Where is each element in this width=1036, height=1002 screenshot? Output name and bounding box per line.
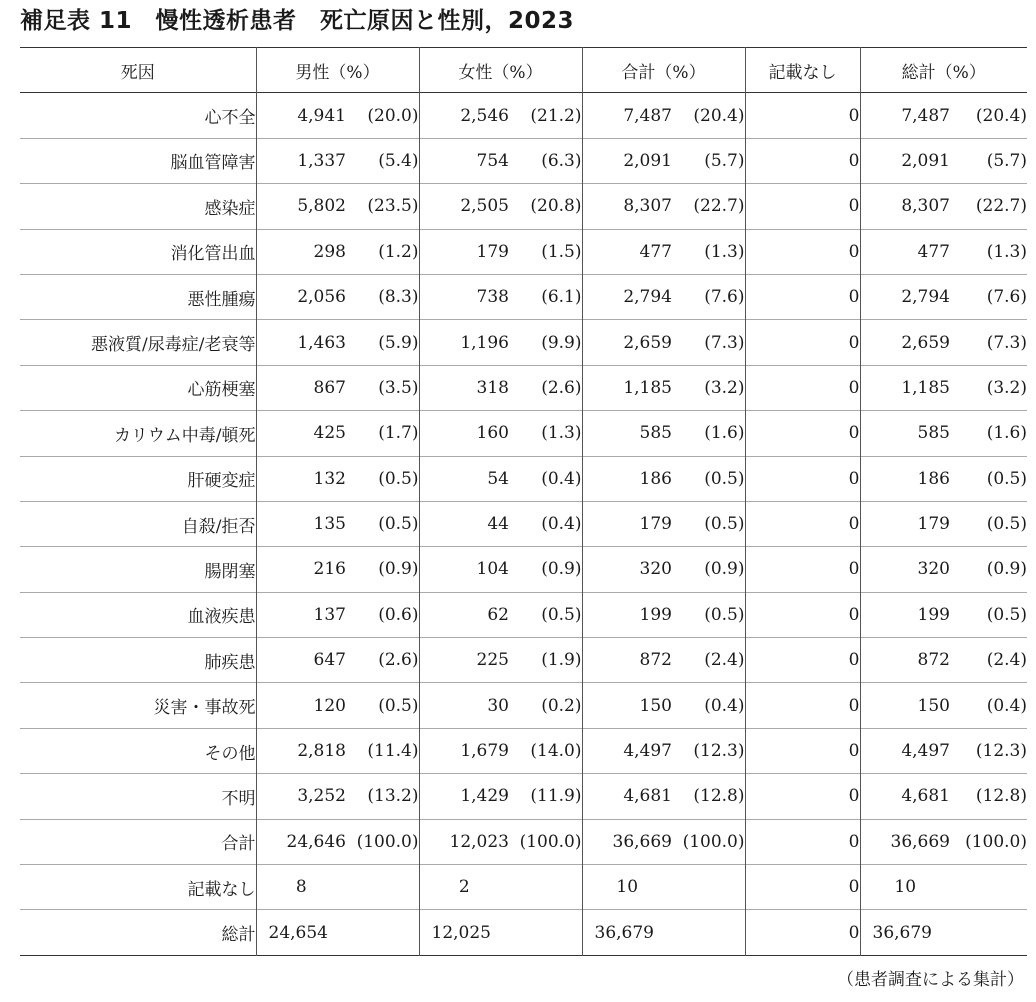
grand-percent-cell: (7.3) bbox=[986, 332, 1027, 353]
cause-cell: 悪液質/尿毒症/老衰等 bbox=[91, 335, 256, 356]
table-row bbox=[20, 910, 1027, 955]
cause-cell: 合計 bbox=[221, 834, 256, 855]
grand-percent-cell: (2.4) bbox=[986, 650, 1027, 671]
male-count-cell: 867 bbox=[256, 365, 346, 410]
female-count-cell: 2,505 bbox=[419, 184, 509, 229]
female-percent-cell: (0.2) bbox=[541, 695, 582, 716]
female-percent-cell: (9.9) bbox=[541, 332, 582, 353]
female-percent-cell: (0.4) bbox=[541, 468, 582, 489]
male-percent-cell: (0.9) bbox=[378, 559, 419, 580]
cause-cell: 総計 bbox=[221, 925, 256, 946]
female-percent-cell: (21.2) bbox=[530, 105, 582, 126]
total-percent-cell: (2.4) bbox=[704, 650, 745, 671]
table-row bbox=[20, 728, 1027, 773]
female-percent-cell: (6.3) bbox=[541, 150, 582, 171]
male-count-cell: 425 bbox=[256, 411, 346, 456]
grand-count-cell: 8,307 bbox=[860, 184, 950, 229]
unrecorded-cell: 0 bbox=[745, 638, 860, 683]
unrecorded-cell: 0 bbox=[745, 683, 860, 728]
unrecorded-cell: 0 bbox=[745, 728, 860, 773]
male-percent-cell: (8.3) bbox=[378, 287, 419, 308]
grand-percent-cell: (12.8) bbox=[975, 786, 1027, 807]
total-percent-cell: (12.8) bbox=[693, 786, 745, 807]
header-cause: 死因 bbox=[120, 62, 155, 83]
total-count-cell: 8,307 bbox=[582, 184, 672, 229]
total-percent-cell: (3.2) bbox=[704, 377, 745, 398]
death-cause-table bbox=[20, 47, 1027, 956]
total-count-cell: 186 bbox=[582, 456, 672, 501]
grand-percent-cell: (7.6) bbox=[986, 287, 1027, 308]
male-percent-cell: (2.6) bbox=[378, 650, 419, 671]
male-count-cell: 120 bbox=[256, 683, 346, 728]
total-percent-cell: (1.6) bbox=[704, 423, 745, 444]
grand-count-cell: 186 bbox=[860, 456, 950, 501]
unrecorded-cell: 0 bbox=[745, 592, 860, 637]
unrecorded-cell: 0 bbox=[745, 774, 860, 819]
table-row bbox=[20, 184, 1027, 229]
grand-count-cell: 2,794 bbox=[860, 274, 950, 319]
table-row bbox=[20, 819, 1027, 864]
female-percent-cell: (100.0) bbox=[519, 831, 582, 852]
female-count-cell: 44 bbox=[419, 501, 509, 546]
unrecorded-cell: 0 bbox=[745, 365, 860, 410]
footnote: （患者調査による集計） bbox=[837, 970, 1024, 990]
grand-percent-cell: (12.3) bbox=[975, 741, 1027, 762]
male-count-cell: 647 bbox=[256, 638, 346, 683]
male-percent-cell: (1.2) bbox=[378, 241, 419, 262]
male-percent-cell: (5.4) bbox=[378, 150, 419, 171]
header-grand-total: 総計（%） bbox=[860, 48, 1027, 93]
unrecorded-cell: 0 bbox=[745, 138, 860, 183]
total-count-cell: 10 bbox=[582, 865, 672, 910]
header-male: 男性（%） bbox=[256, 48, 419, 93]
female-percent-cell: (0.5) bbox=[541, 604, 582, 625]
total-count-cell: 1,185 bbox=[582, 365, 672, 410]
grand-percent-cell: (0.5) bbox=[986, 604, 1027, 625]
total-count-cell: 4,497 bbox=[582, 728, 672, 773]
grand-percent-cell: (0.5) bbox=[986, 468, 1027, 489]
female-count-cell: 754 bbox=[419, 138, 509, 183]
total-percent-cell: (0.9) bbox=[704, 559, 745, 580]
grand-percent-cell bbox=[950, 910, 1027, 955]
grand-percent-cell: (0.4) bbox=[986, 695, 1027, 716]
total-percent-cell: (7.6) bbox=[704, 287, 745, 308]
cause-cell: 自殺/拒否 bbox=[181, 516, 256, 537]
female-percent-cell: (0.9) bbox=[541, 559, 582, 580]
total-percent-cell: (20.4) bbox=[693, 105, 745, 126]
male-percent-cell: (0.5) bbox=[378, 514, 419, 535]
male-count-cell: 2,056 bbox=[256, 274, 346, 319]
table-row bbox=[20, 138, 1027, 183]
total-count-cell: 320 bbox=[582, 547, 672, 592]
grand-percent-cell: (1.3) bbox=[986, 241, 1027, 262]
grand-percent-cell bbox=[950, 865, 1027, 910]
female-count-cell: 54 bbox=[419, 456, 509, 501]
female-count-cell: 2 bbox=[419, 865, 509, 910]
unrecorded-cell: 0 bbox=[745, 411, 860, 456]
total-percent-cell: (7.3) bbox=[704, 332, 745, 353]
male-count-cell: 3,252 bbox=[256, 774, 346, 819]
grand-percent-cell: (3.2) bbox=[986, 377, 1027, 398]
cause-cell: 脳血管障害 bbox=[170, 153, 256, 174]
female-count-cell: 318 bbox=[419, 365, 509, 410]
grand-count-cell: 2,091 bbox=[860, 138, 950, 183]
grand-percent-cell: (0.9) bbox=[986, 559, 1027, 580]
male-count-cell: 24,654 bbox=[256, 910, 346, 955]
cause-cell: 災害・事故死 bbox=[153, 698, 256, 719]
grand-count-cell: 4,681 bbox=[860, 774, 950, 819]
table-row bbox=[20, 865, 1027, 910]
table-row bbox=[20, 774, 1027, 819]
grand-count-cell: 36,679 bbox=[860, 910, 950, 955]
grand-count-cell: 2,659 bbox=[860, 320, 950, 365]
grand-count-cell: 10 bbox=[860, 865, 950, 910]
total-percent-cell bbox=[672, 910, 745, 955]
unrecorded-cell: 0 bbox=[745, 274, 860, 319]
header-female: 女性（%） bbox=[419, 48, 582, 93]
cause-cell: 感染症 bbox=[204, 198, 256, 219]
unrecorded-cell: 0 bbox=[745, 320, 860, 365]
unrecorded-cell: 0 bbox=[745, 184, 860, 229]
male-count-cell: 2,818 bbox=[256, 728, 346, 773]
unrecorded-cell: 0 bbox=[745, 229, 860, 274]
male-percent-cell: (20.0) bbox=[367, 105, 419, 126]
female-count-cell: 2,546 bbox=[419, 93, 509, 138]
total-count-cell: 7,487 bbox=[582, 93, 672, 138]
male-percent-cell: (13.2) bbox=[367, 786, 419, 807]
grand-count-cell: 320 bbox=[860, 547, 950, 592]
table-row bbox=[20, 93, 1027, 138]
header-unrecorded: 記載なし bbox=[745, 48, 860, 93]
total-count-cell: 36,679 bbox=[582, 910, 672, 955]
male-percent-cell bbox=[346, 865, 419, 910]
total-percent-cell: (5.7) bbox=[704, 150, 745, 171]
table-row bbox=[20, 547, 1027, 592]
table-row bbox=[20, 320, 1027, 365]
grand-count-cell: 1,185 bbox=[860, 365, 950, 410]
cause-cell: 血液疾患 bbox=[187, 607, 256, 628]
female-count-cell: 1,679 bbox=[419, 728, 509, 773]
grand-count-cell: 36,669 bbox=[860, 819, 950, 864]
total-count-cell: 2,659 bbox=[582, 320, 672, 365]
total-count-cell: 179 bbox=[582, 501, 672, 546]
female-count-cell: 1,429 bbox=[419, 774, 509, 819]
grand-percent-cell: (0.5) bbox=[986, 514, 1027, 535]
male-count-cell: 8 bbox=[256, 865, 346, 910]
grand-count-cell: 7,487 bbox=[860, 93, 950, 138]
female-percent-cell: (1.3) bbox=[541, 423, 582, 444]
male-count-cell: 132 bbox=[256, 456, 346, 501]
unrecorded-cell: 0 bbox=[745, 501, 860, 546]
total-count-cell: 4,681 bbox=[582, 774, 672, 819]
male-count-cell: 298 bbox=[256, 229, 346, 274]
header-total: 合計（%） bbox=[582, 48, 745, 93]
table-row bbox=[20, 683, 1027, 728]
female-percent-cell: (6.1) bbox=[541, 287, 582, 308]
unrecorded-cell: 0 bbox=[745, 547, 860, 592]
cause-cell: 消化管出血 bbox=[170, 244, 256, 265]
female-count-cell: 62 bbox=[419, 592, 509, 637]
male-percent-cell: (23.5) bbox=[367, 196, 419, 217]
female-percent-cell: (2.6) bbox=[541, 377, 582, 398]
cause-cell: 心不全 bbox=[204, 108, 256, 129]
total-percent-cell: (0.5) bbox=[704, 604, 745, 625]
grand-percent-cell: (1.6) bbox=[986, 423, 1027, 444]
female-count-cell: 179 bbox=[419, 229, 509, 274]
male-count-cell: 216 bbox=[256, 547, 346, 592]
table-row bbox=[20, 501, 1027, 546]
total-count-cell: 477 bbox=[582, 229, 672, 274]
cause-cell: 心筋梗塞 bbox=[187, 380, 256, 401]
table-row bbox=[20, 638, 1027, 683]
female-count-cell: 12,023 bbox=[419, 819, 509, 864]
total-count-cell: 199 bbox=[582, 592, 672, 637]
total-percent-cell bbox=[672, 865, 745, 910]
table-row bbox=[20, 456, 1027, 501]
total-percent-cell: (22.7) bbox=[693, 196, 745, 217]
grand-count-cell: 4,497 bbox=[860, 728, 950, 773]
male-percent-cell: (100.0) bbox=[356, 831, 419, 852]
female-count-cell: 160 bbox=[419, 411, 509, 456]
female-percent-cell: (14.0) bbox=[530, 741, 582, 762]
female-count-cell: 738 bbox=[419, 274, 509, 319]
unrecorded-cell: 0 bbox=[745, 865, 860, 910]
grand-count-cell: 150 bbox=[860, 683, 950, 728]
female-percent-cell: (11.9) bbox=[530, 786, 582, 807]
total-count-cell: 585 bbox=[582, 411, 672, 456]
table-row bbox=[20, 229, 1027, 274]
total-count-cell: 150 bbox=[582, 683, 672, 728]
total-percent-cell: (0.5) bbox=[704, 468, 745, 489]
male-percent-cell: (0.5) bbox=[378, 695, 419, 716]
cause-cell: 記載なし bbox=[187, 879, 256, 900]
male-count-cell: 1,337 bbox=[256, 138, 346, 183]
total-percent-cell: (1.3) bbox=[704, 241, 745, 262]
grand-count-cell: 585 bbox=[860, 411, 950, 456]
male-count-cell: 24,646 bbox=[256, 819, 346, 864]
grand-percent-cell: (22.7) bbox=[975, 196, 1027, 217]
male-percent-cell: (1.7) bbox=[378, 423, 419, 444]
male-count-cell: 137 bbox=[256, 592, 346, 637]
unrecorded-cell: 0 bbox=[745, 93, 860, 138]
table-row bbox=[20, 411, 1027, 456]
grand-percent-cell: (5.7) bbox=[986, 150, 1027, 171]
cause-cell: 腸閉塞 bbox=[204, 561, 256, 582]
female-percent-cell bbox=[509, 865, 582, 910]
grand-count-cell: 179 bbox=[860, 501, 950, 546]
male-count-cell: 1,463 bbox=[256, 320, 346, 365]
female-percent-cell bbox=[509, 910, 582, 955]
total-count-cell: 36,669 bbox=[582, 819, 672, 864]
cause-cell: 肺疾患 bbox=[204, 652, 256, 673]
male-percent-cell: (5.9) bbox=[378, 332, 419, 353]
female-percent-cell: (0.4) bbox=[541, 514, 582, 535]
total-count-cell: 872 bbox=[582, 638, 672, 683]
female-percent-cell: (1.5) bbox=[541, 241, 582, 262]
cause-cell: その他 bbox=[204, 743, 256, 764]
female-count-cell: 30 bbox=[419, 683, 509, 728]
table-row bbox=[20, 274, 1027, 319]
total-percent-cell: (0.5) bbox=[704, 514, 745, 535]
cause-cell: 肝硬変症 bbox=[187, 471, 256, 492]
grand-count-cell: 199 bbox=[860, 592, 950, 637]
cause-cell: 不明 bbox=[221, 788, 256, 809]
male-percent-cell bbox=[346, 910, 419, 955]
male-percent-cell: (11.4) bbox=[367, 741, 419, 762]
grand-percent-cell: (20.4) bbox=[975, 105, 1027, 126]
unrecorded-cell: 0 bbox=[745, 819, 860, 864]
table-row bbox=[20, 592, 1027, 637]
male-percent-cell: (3.5) bbox=[378, 377, 419, 398]
grand-count-cell: 477 bbox=[860, 229, 950, 274]
total-count-cell: 2,091 bbox=[582, 138, 672, 183]
cause-cell: 悪性腫瘍 bbox=[187, 289, 256, 310]
table-body bbox=[20, 93, 1027, 955]
total-count-cell: 2,794 bbox=[582, 274, 672, 319]
female-percent-cell: (20.8) bbox=[530, 196, 582, 217]
male-count-cell: 4,941 bbox=[256, 93, 346, 138]
female-count-cell: 12,025 bbox=[419, 910, 509, 955]
cause-cell: カリウム中毒/頓死 bbox=[113, 425, 256, 446]
total-percent-cell: (100.0) bbox=[682, 831, 745, 852]
table-title: 補足表 11 慢性透析患者 死亡原因と性別，2023 bbox=[20, 8, 575, 34]
grand-count-cell: 872 bbox=[860, 638, 950, 683]
total-percent-cell: (0.4) bbox=[704, 695, 745, 716]
male-percent-cell: (0.6) bbox=[378, 604, 419, 625]
table-row bbox=[20, 365, 1027, 410]
male-count-cell: 5,802 bbox=[256, 184, 346, 229]
female-percent-cell: (1.9) bbox=[541, 650, 582, 671]
female-count-cell: 225 bbox=[419, 638, 509, 683]
unrecorded-cell: 0 bbox=[745, 456, 860, 501]
female-count-cell: 104 bbox=[419, 547, 509, 592]
grand-percent-cell: (100.0) bbox=[965, 831, 1027, 852]
unrecorded-cell: 0 bbox=[745, 910, 860, 955]
total-percent-cell: (12.3) bbox=[693, 741, 745, 762]
male-percent-cell: (0.5) bbox=[378, 468, 419, 489]
female-count-cell: 1,196 bbox=[419, 320, 509, 365]
header-row bbox=[20, 48, 1027, 93]
male-count-cell: 135 bbox=[256, 501, 346, 546]
